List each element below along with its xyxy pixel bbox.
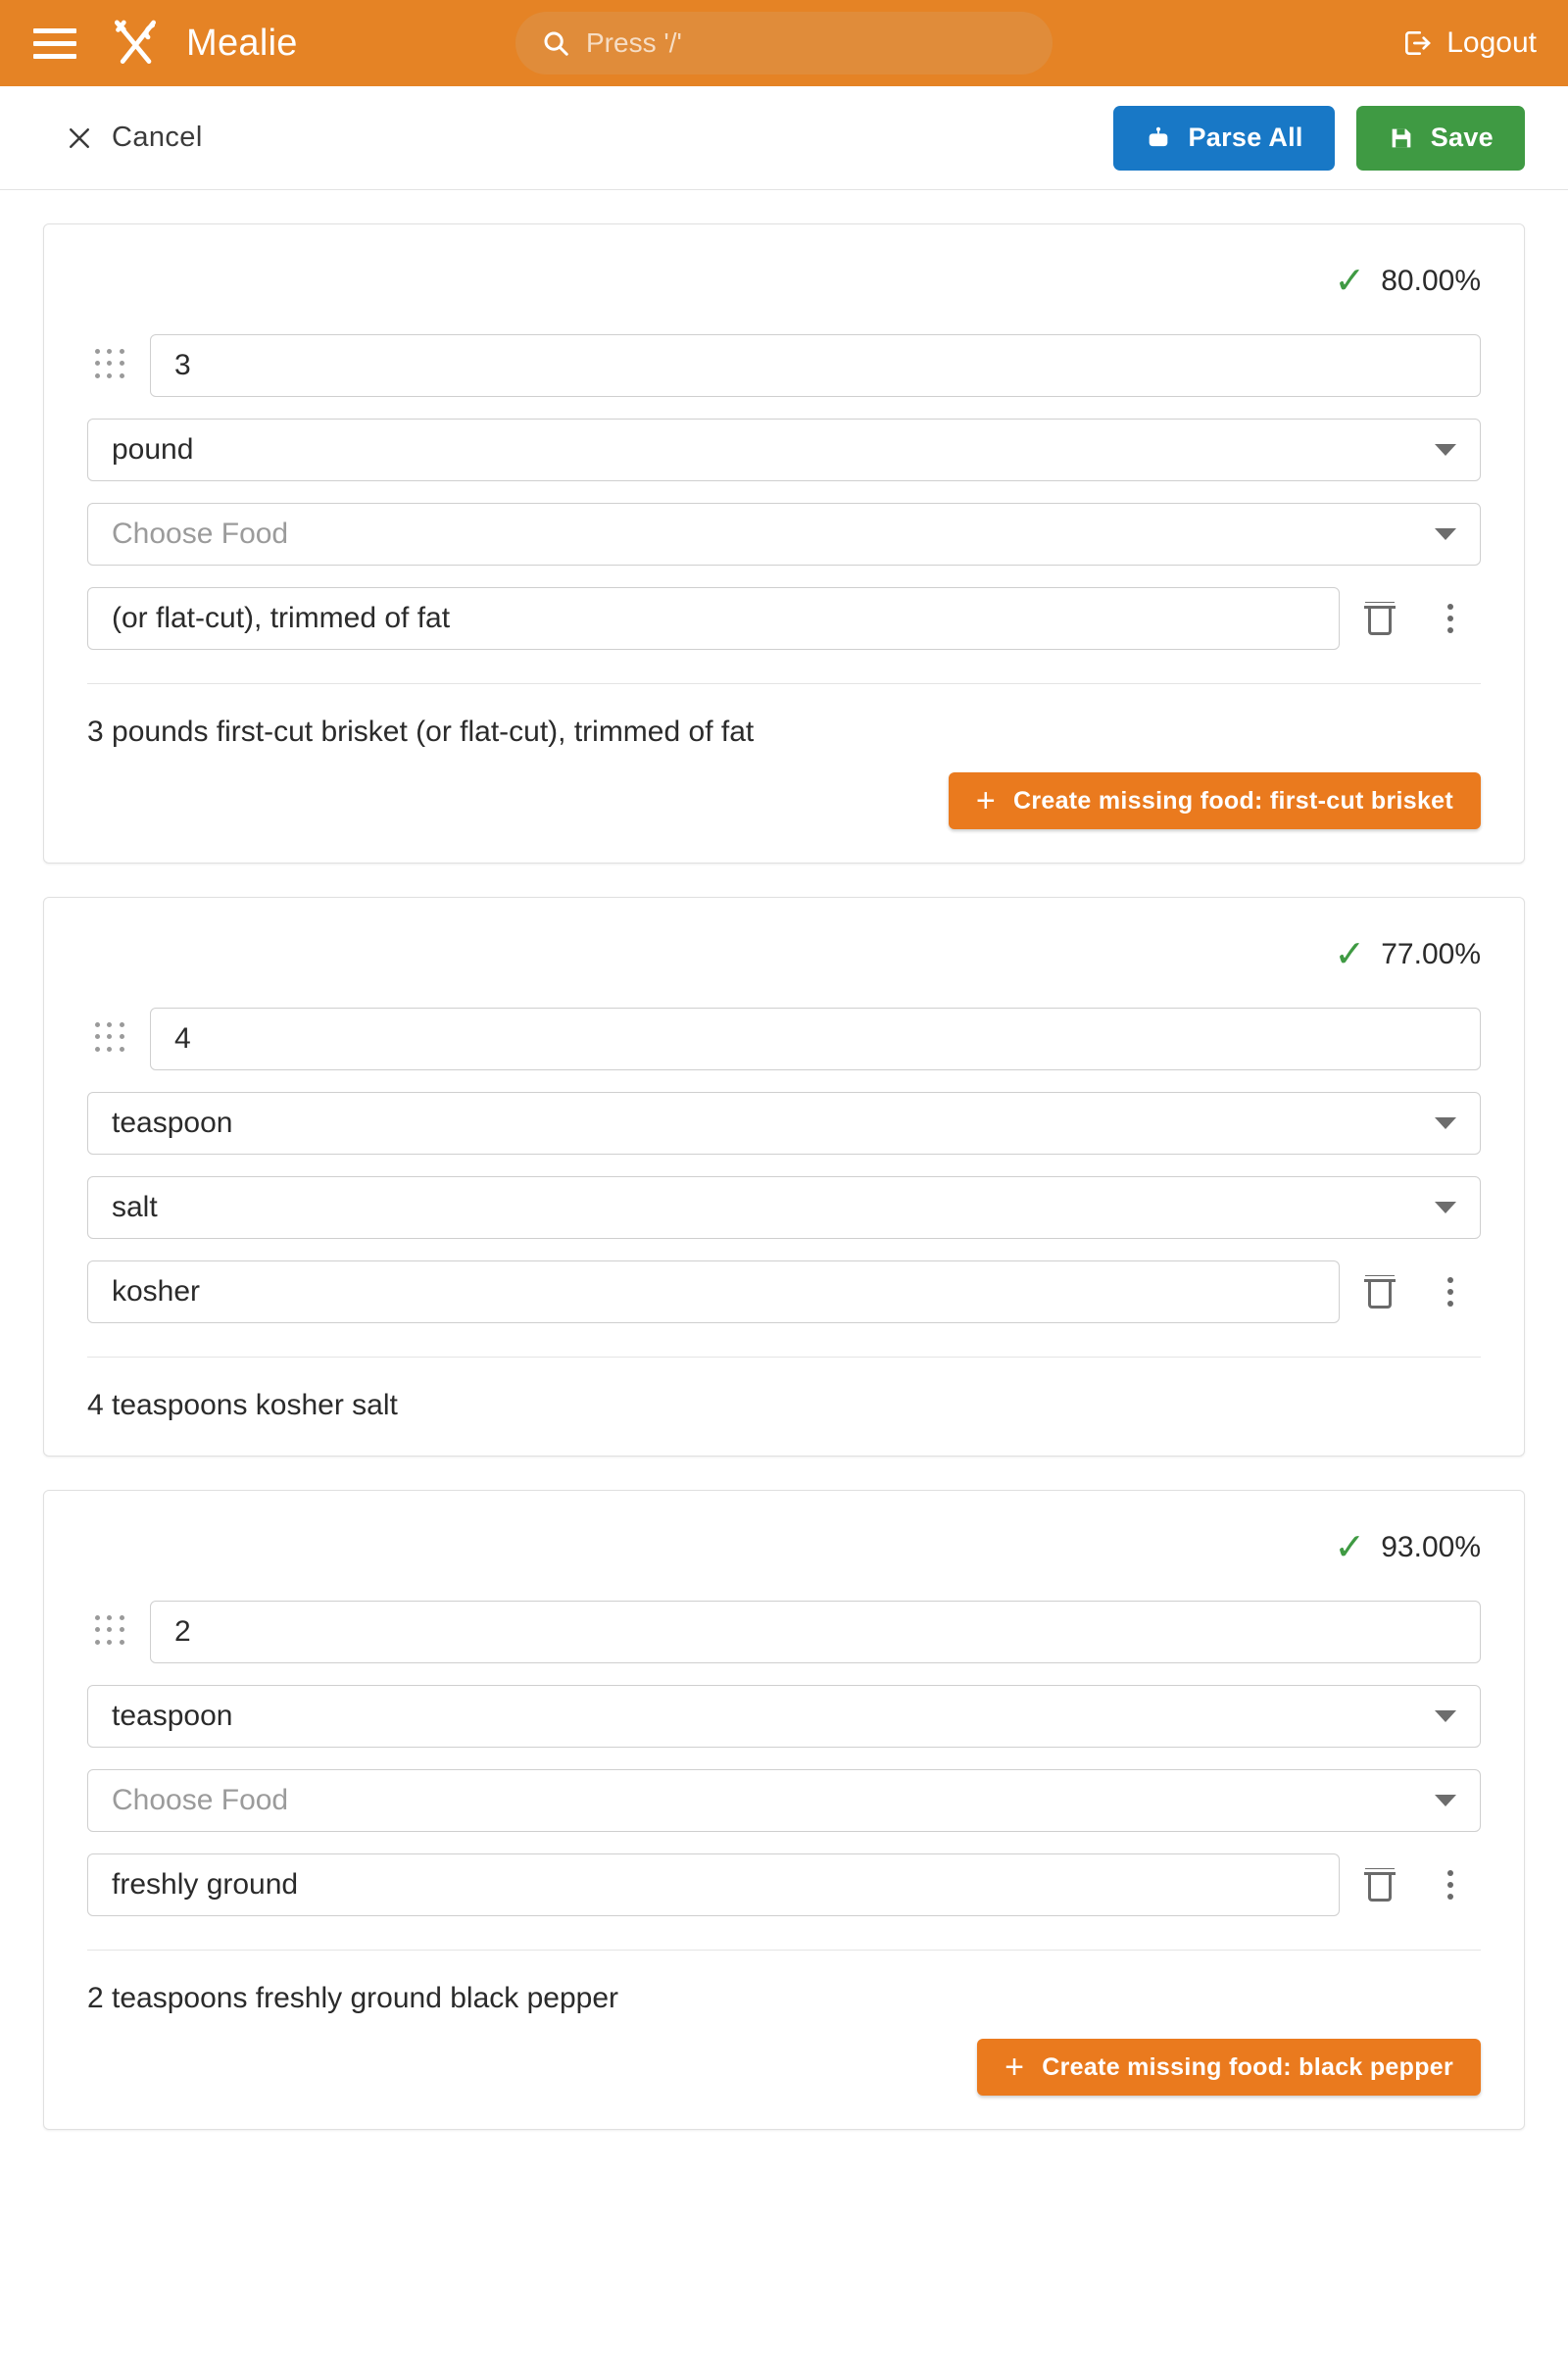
quantity-row	[87, 1601, 1481, 1663]
confidence-value: 80.00%	[1381, 265, 1481, 297]
create-missing-row	[87, 2039, 1481, 2096]
chevron-down-icon	[1435, 1710, 1456, 1722]
save-label: Save	[1430, 123, 1494, 152]
original-text: 3 pounds first-cut brisket (or flat-cut), trimmed of fat	[87, 716, 755, 748]
note-row	[87, 1260, 1481, 1323]
unit-value: teaspoon	[112, 1107, 233, 1139]
food-value: Choose Food	[112, 518, 289, 550]
quantity-input[interactable]: 3	[150, 334, 1481, 397]
parse-all-button[interactable]	[1113, 106, 1334, 171]
logout-icon	[1401, 27, 1433, 59]
check-icon: ✓	[1334, 261, 1366, 302]
more-options-button[interactable]	[1420, 1854, 1481, 1915]
hamburger-icon[interactable]	[33, 21, 78, 66]
confidence-row	[87, 254, 1481, 309]
app-bar	[0, 0, 1568, 86]
search-icon	[541, 28, 570, 58]
note-input[interactable]: freshly ground	[87, 1853, 1340, 1916]
fork-knife-logo-icon	[108, 16, 163, 71]
cancel-button[interactable]	[65, 122, 203, 154]
drag-handle-icon[interactable]	[95, 349, 128, 382]
trash-icon	[1365, 602, 1395, 635]
confidence-value: 93.00%	[1381, 1531, 1481, 1563]
food-value: salt	[112, 1191, 158, 1223]
confidence-row	[87, 927, 1481, 982]
search-placeholder: Press '/'	[586, 27, 682, 58]
trash-icon	[1365, 1275, 1395, 1309]
unit-select[interactable]	[87, 1092, 1481, 1155]
check-icon: ✓	[1334, 1527, 1366, 1568]
drag-handle-icon[interactable]	[95, 1022, 128, 1056]
more-options-button[interactable]	[1420, 1261, 1481, 1322]
confidence-value: 77.00%	[1381, 938, 1481, 970]
editor-toolbar	[0, 86, 1568, 190]
chevron-down-icon	[1435, 1795, 1456, 1806]
more-options-button[interactable]	[1420, 588, 1481, 649]
delete-button[interactable]	[1349, 1854, 1410, 1915]
note-input[interactable]: (or flat-cut), trimmed of fat	[87, 587, 1340, 650]
kebab-menu-icon	[1447, 1277, 1453, 1307]
logout-button[interactable]	[1401, 26, 1537, 60]
kebab-menu-icon	[1447, 604, 1453, 633]
trash-icon	[1365, 1868, 1395, 1902]
quantity-input[interactable]: 4	[150, 1008, 1481, 1070]
create-missing-food-label: Create missing food: first-cut brisket	[1013, 786, 1453, 815]
parse-all-label: Parse All	[1188, 123, 1303, 152]
robot-icon	[1145, 124, 1172, 152]
plus-icon: +	[975, 782, 997, 819]
quantity-row	[87, 334, 1481, 397]
ingredient-card	[43, 1490, 1525, 2130]
food-select[interactable]	[87, 1769, 1481, 1832]
check-icon: ✓	[1334, 934, 1366, 975]
divider	[87, 683, 1481, 684]
page-title: Mealie	[186, 22, 298, 64]
save-button[interactable]	[1356, 106, 1525, 171]
note-row	[87, 587, 1481, 650]
create-missing-food-label: Create missing food: black pepper	[1042, 2052, 1453, 2081]
delete-button[interactable]	[1349, 1261, 1410, 1322]
original-text: 4 teaspoons kosher salt	[87, 1389, 398, 1421]
divider	[87, 1950, 1481, 1951]
toolbar-actions	[1113, 106, 1525, 171]
create-missing-food-button[interactable]	[949, 772, 1481, 829]
note-input[interactable]: kosher	[87, 1260, 1340, 1323]
create-missing-food-button[interactable]	[977, 2039, 1481, 2096]
cancel-label: Cancel	[112, 122, 203, 153]
create-missing-row	[87, 772, 1481, 829]
unit-value: teaspoon	[112, 1700, 233, 1732]
chevron-down-icon	[1435, 1202, 1456, 1213]
confidence-row	[87, 1520, 1481, 1575]
unit-value: pound	[112, 433, 194, 466]
quantity-row	[87, 1008, 1481, 1070]
ingredient-card	[43, 223, 1525, 864]
chevron-down-icon	[1435, 528, 1456, 540]
quantity-input[interactable]: 2	[150, 1601, 1481, 1663]
search-input[interactable]	[515, 12, 1053, 74]
chevron-down-icon	[1435, 1117, 1456, 1129]
note-row	[87, 1853, 1481, 1916]
unit-select[interactable]	[87, 419, 1481, 481]
plus-icon: +	[1004, 2049, 1025, 2086]
drag-handle-icon[interactable]	[95, 1615, 128, 1649]
chevron-down-icon	[1435, 444, 1456, 456]
close-icon	[65, 124, 94, 153]
original-text: 2 teaspoons freshly ground black pepper	[87, 1982, 619, 2014]
ingredient-list	[0, 223, 1568, 2159]
kebab-menu-icon	[1447, 1870, 1453, 1900]
food-select[interactable]	[87, 503, 1481, 566]
delete-button[interactable]	[1349, 588, 1410, 649]
food-select[interactable]	[87, 1176, 1481, 1239]
ingredient-card	[43, 897, 1525, 1457]
logout-label: Logout	[1446, 26, 1537, 59]
save-disk-icon	[1388, 124, 1415, 152]
divider	[87, 1357, 1481, 1358]
food-value: Choose Food	[112, 1784, 289, 1816]
unit-select[interactable]	[87, 1685, 1481, 1748]
